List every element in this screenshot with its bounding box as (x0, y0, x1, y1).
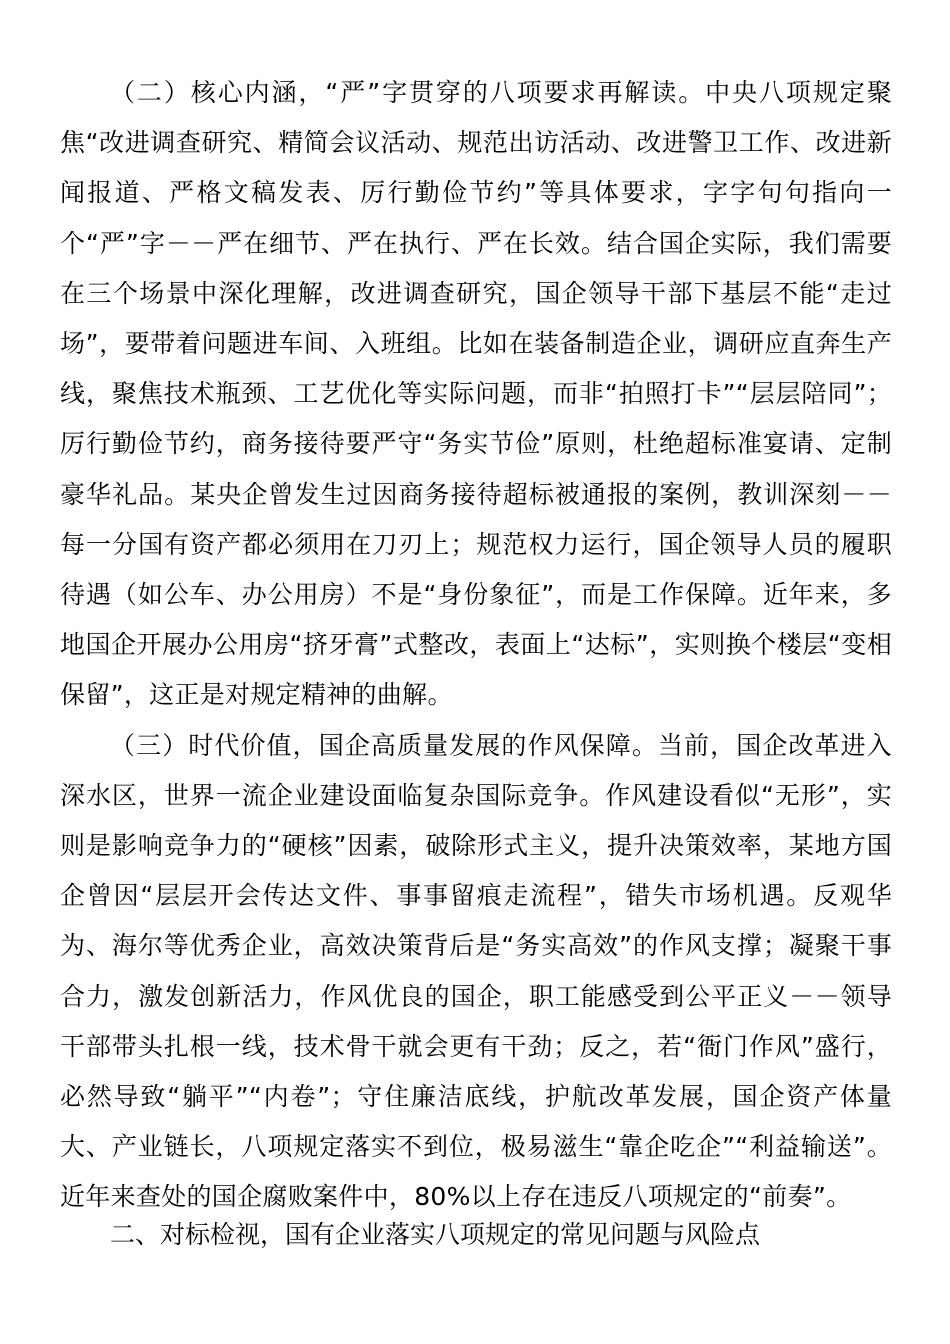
section-heading: 二、对标检视，国有企业落实八项规定的常见问题与风险点 (110, 1220, 761, 1249)
paragraph-era-value: （三）时代价值，国企高质量发展的作风保障。当前，国企改革进入深水区，世界一流企业建设面临复杂国际竞争。作风建设看似“无形”，实则是影响竞争力的“硬核”因素，破除形式主义，提升决策效率，某地方国企曾因“层层开会传达文件、事事留痕走流程”，错失市场机遇。反观华为、海尔等优秀企业，高效决策背后是“务实高效”的作风支撑；凝聚干事合力，激发创新活力，作风优良的国企，职工能感受到公平正义－－领导干部带头扎根一线，技术骨干就会更有干劲；反之，若“衙门作风”盛行，必然导致“躺平”“内卷”；守住廉洁底线，护航改革发展，国企资产体量大、产业链长，八项规定落实不到位，极易滋生“靠企吃企”“利益输送”。近年来查处的国企腐败案件中，80%以上存在违反八项规定的“前奏”。 (60, 730, 892, 1212)
document-body (60, 68, 892, 1223)
paragraph-core-connotation: （二）核心内涵，“严”字贯穿的八项要求再解读。中央八项规定聚焦“改进调查研究、精简会议活动、规范出访活动、改进警卫工作、改进新闻报道、严格文稿发表、厉行勤俭节约”等具体要求，字字句句指向一个“严”字－－严在细节、严在执行、严在长效。结合国企实际，我们需要在三个场景中深化理解，改进调查研究，国企领导干部下基层不能“走过场”，要带着问题进车间、入班组。比如在装备制造企业，调研应直奔生产线，聚焦技术瓶颈、工艺优化等实际问题，而非“拍照打卡”“层层陪同”；厉行勤俭节约，商务接待要严守“务实节俭”原则，杜绝超标准宴请、定制豪华礼品。某央企曾发生过因商务接待超标被通报的案例，教训深刻－－每一分国有资产都必须用在刀刃上；规范权力运行，国企领导人员的履职待遇（如公车、办公用房）不是“身份象征”，而是工作保障。近年来，多地国企开展办公用房“挤牙膏”式整改，表面上“达标”，实则换个楼层“变相保留”，这正是对规定精神的曲解。 (60, 78, 892, 710)
